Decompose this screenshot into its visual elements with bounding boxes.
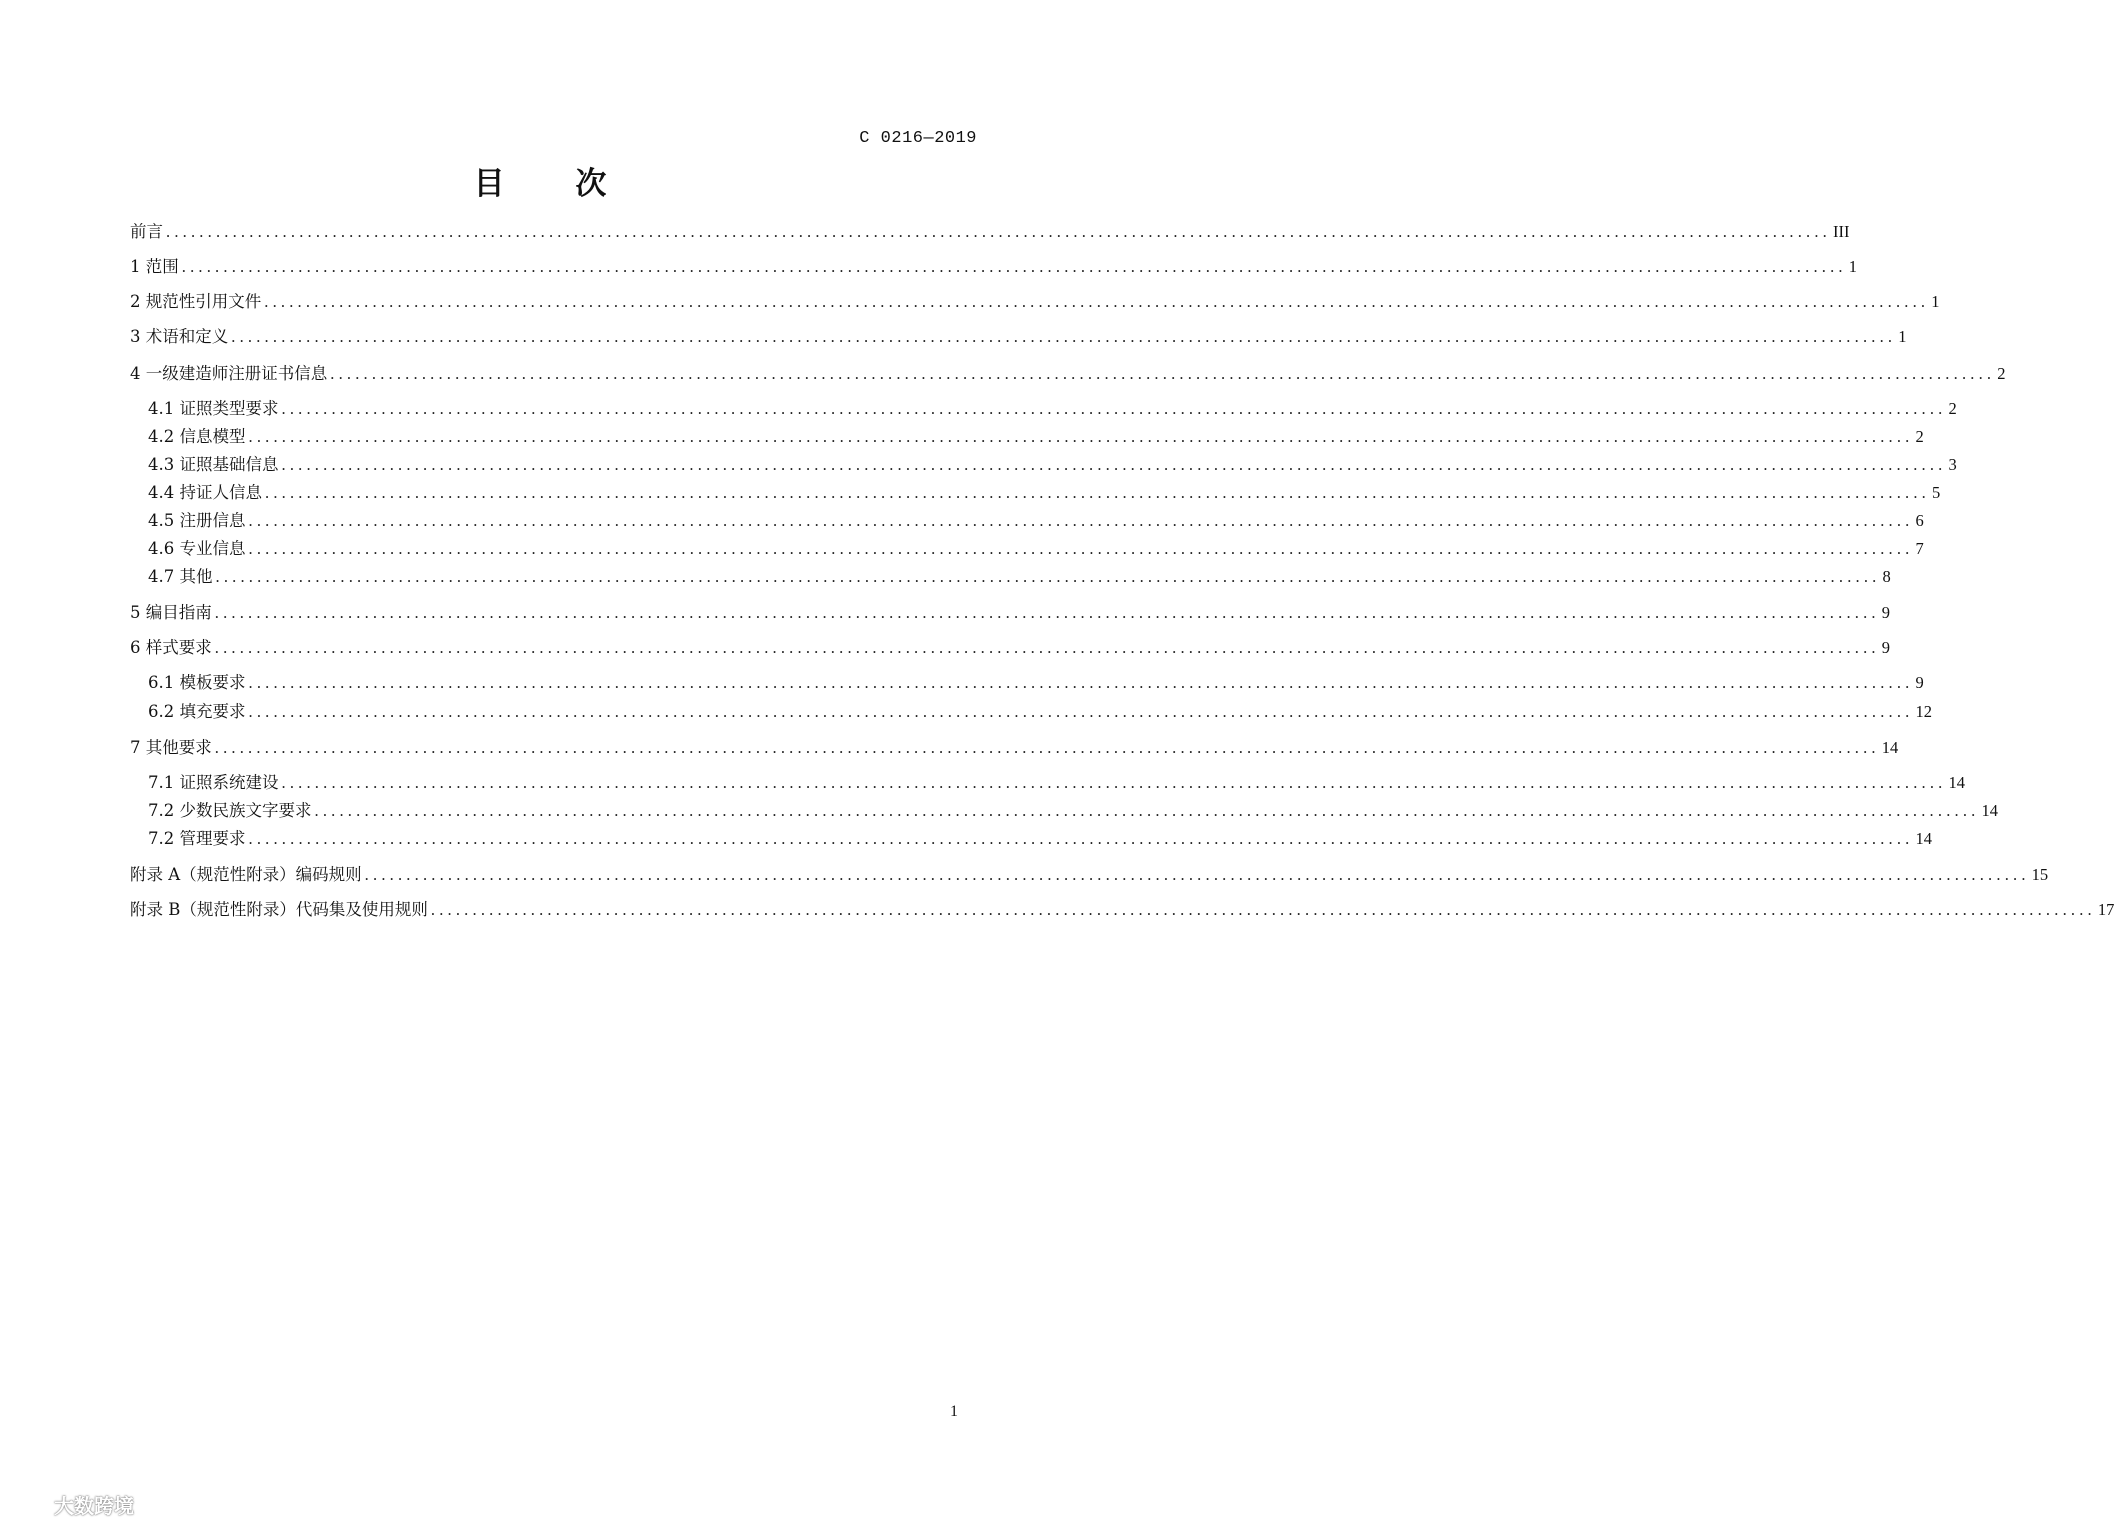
toc-entry[interactable] <box>130 601 1890 625</box>
toc-entry-page: 15 <box>2031 865 2049 884</box>
toc-entry-label: 7.2 少数民族文字要求 <box>148 801 312 820</box>
toc-entry-label: 7 其他要求 <box>130 738 212 757</box>
toc-dot-leader: ........................................................................................................................................................................................................ <box>281 455 1947 474</box>
toc-entry-label: 6 样式要求 <box>130 638 212 657</box>
toc-entry-page: 7 <box>1915 539 1924 558</box>
toc-entry[interactable] <box>148 827 1932 851</box>
toc-dot-leader: ........................................................................................................................................................................................................ <box>248 829 1914 848</box>
toc-entry-page: 9 <box>1881 638 1890 657</box>
toc-entry-page: 6 <box>1915 511 1924 530</box>
toc-entry-label: 4.5 注册信息 <box>148 511 246 530</box>
toc-entry-page: 9 <box>1881 603 1890 622</box>
document-code: C 0216—2019 <box>859 129 977 148</box>
toc-entry-page: 8 <box>1882 567 1891 586</box>
watermark-text: 大数跨境 <box>54 1494 134 1518</box>
toc-entry-label: 附录 B（规范性附录）代码集及使用规则 <box>130 900 428 919</box>
page-title: 目 次 <box>473 166 637 202</box>
toc-entry[interactable] <box>130 736 1899 760</box>
toc-entry-label: 3 术语和定义 <box>130 327 229 346</box>
toc-dot-leader: ........................................................................................................................................................................................................ <box>314 801 1980 820</box>
watermark <box>10 1490 134 1519</box>
toc-entry[interactable] <box>148 481 1941 505</box>
toc-entry-label: 7.2 管理要求 <box>148 829 246 848</box>
table-of-contents <box>130 0 2114 1000</box>
toc-dot-leader: ........................................................................................................................................................................................................ <box>214 603 1880 622</box>
toc-entry-label: 7.1 证照系统建设 <box>148 773 279 792</box>
toc-entry-page: 12 <box>1915 702 1932 721</box>
toc-entry-label: 前言 <box>130 222 163 241</box>
toc-entry[interactable] <box>148 799 1998 823</box>
toc-dot-leader: ........................................................................................................................................................................................................ <box>248 702 1914 721</box>
toc-entry[interactable] <box>148 537 1924 561</box>
toc-entry-label: 6.1 模板要求 <box>148 673 246 692</box>
toc-entry-page: 1 <box>1931 292 1940 311</box>
toc-entry[interactable] <box>130 636 1890 660</box>
page-number: 1 <box>950 1403 958 1420</box>
toc-dot-leader: ........................................................................................................................................................................................................ <box>265 483 1930 502</box>
toc-entry[interactable] <box>130 220 1850 244</box>
toc-entry[interactable] <box>148 453 1957 477</box>
toc-dot-leader: ........................................................................................................................................................................................................ <box>231 327 1897 346</box>
toc-entry[interactable] <box>130 863 2049 887</box>
toc-entry-label: 4 一级建造师注册证书信息 <box>130 364 328 383</box>
toc-dot-leader: ........................................................................................................................................................................................................ <box>248 427 1914 446</box>
toc-entry-label: 6.2 填充要求 <box>148 702 246 721</box>
toc-dot-leader: ........................................................................................................................................................................................................ <box>214 638 1880 657</box>
toc-entry-page: 9 <box>1915 673 1924 692</box>
toc-entry-page: 14 <box>1981 801 1998 820</box>
toc-dot-leader: ........................................................................................................................................................................................................ <box>264 292 1930 311</box>
toc-entry-page: 1 <box>1898 327 1907 346</box>
toc-dot-leader: ........................................................................................................................................................................................................ <box>364 865 2030 884</box>
toc-entry[interactable] <box>148 671 1924 695</box>
toc-entry-page: 1 <box>1848 257 1857 276</box>
toc-entry-page: 14 <box>1881 738 1899 757</box>
toc-entry-page: III <box>1833 222 1850 241</box>
toc-entry[interactable] <box>130 255 1857 279</box>
toc-entry-label: 2 规范性引用文件 <box>130 292 262 311</box>
toc-entry[interactable] <box>148 425 1924 449</box>
toc-entry-label: 4.7 其他 <box>148 567 213 586</box>
toc-entry-page: 2 <box>1915 427 1924 446</box>
toc-entry-page: 2 <box>1948 399 1957 418</box>
toc-entry-label: 4.3 证照基础信息 <box>148 455 279 474</box>
toc-entry-label: 附录 A（规范性附录）编码规则 <box>130 865 362 884</box>
toc-dot-leader: ........................................................................................................................................................................................................ <box>281 773 1947 792</box>
toc-entry[interactable] <box>148 565 1891 589</box>
toc-dot-leader: ........................................................................................................................................................................................................ <box>181 257 1847 276</box>
toc-entry[interactable] <box>130 290 1940 314</box>
toc-dot-leader: ........................................................................................................................................................................................................ <box>430 900 2096 919</box>
watermark-logo-icon <box>10 1493 50 1517</box>
toc-entry[interactable] <box>130 325 1907 349</box>
toc-entry-label: 4.4 持证人信息 <box>148 483 262 502</box>
toc-entry-page: 3 <box>1948 455 1957 474</box>
toc-entry-page: 14 <box>1915 829 1932 848</box>
toc-entry-label: 1 范围 <box>130 257 179 276</box>
toc-entry[interactable] <box>130 362 2006 386</box>
toc-entry-label: 5 编目指南 <box>130 603 212 622</box>
toc-entry[interactable] <box>148 771 1965 795</box>
toc-dot-leader: ........................................................................................................................................................................................................ <box>215 567 1881 586</box>
toc-dot-leader: ........................................................................................................................................................................................................ <box>214 738 1880 757</box>
toc-dot-leader: ........................................................................................................................................................................................................ <box>248 511 1914 530</box>
toc-entry[interactable] <box>130 898 2114 922</box>
toc-dot-leader: ........................................................................................................................................................................................................ <box>248 539 1914 558</box>
toc-entry-label: 4.6 专业信息 <box>148 539 246 558</box>
toc-dot-leader: ........................................................................................................................................................................................................ <box>330 364 1996 383</box>
toc-dot-leader: ........................................................................................................................................................................................................ <box>166 222 1831 241</box>
toc-entry-page: 5 <box>1932 483 1941 502</box>
toc-entry-page: 14 <box>1948 773 1965 792</box>
toc-entry[interactable] <box>148 509 1924 533</box>
toc-entry-page: 17 <box>2097 900 2114 919</box>
toc-entry-label: 4.2 信息模型 <box>148 427 246 446</box>
toc-dot-leader: ........................................................................................................................................................................................................ <box>281 399 1947 418</box>
toc-entry-page: 2 <box>1997 364 2006 383</box>
toc-entry[interactable] <box>148 700 1932 724</box>
toc-entry[interactable] <box>148 397 1957 421</box>
toc-entry-label: 4.1 证照类型要求 <box>148 399 279 418</box>
toc-dot-leader: ........................................................................................................................................................................................................ <box>248 673 1914 692</box>
